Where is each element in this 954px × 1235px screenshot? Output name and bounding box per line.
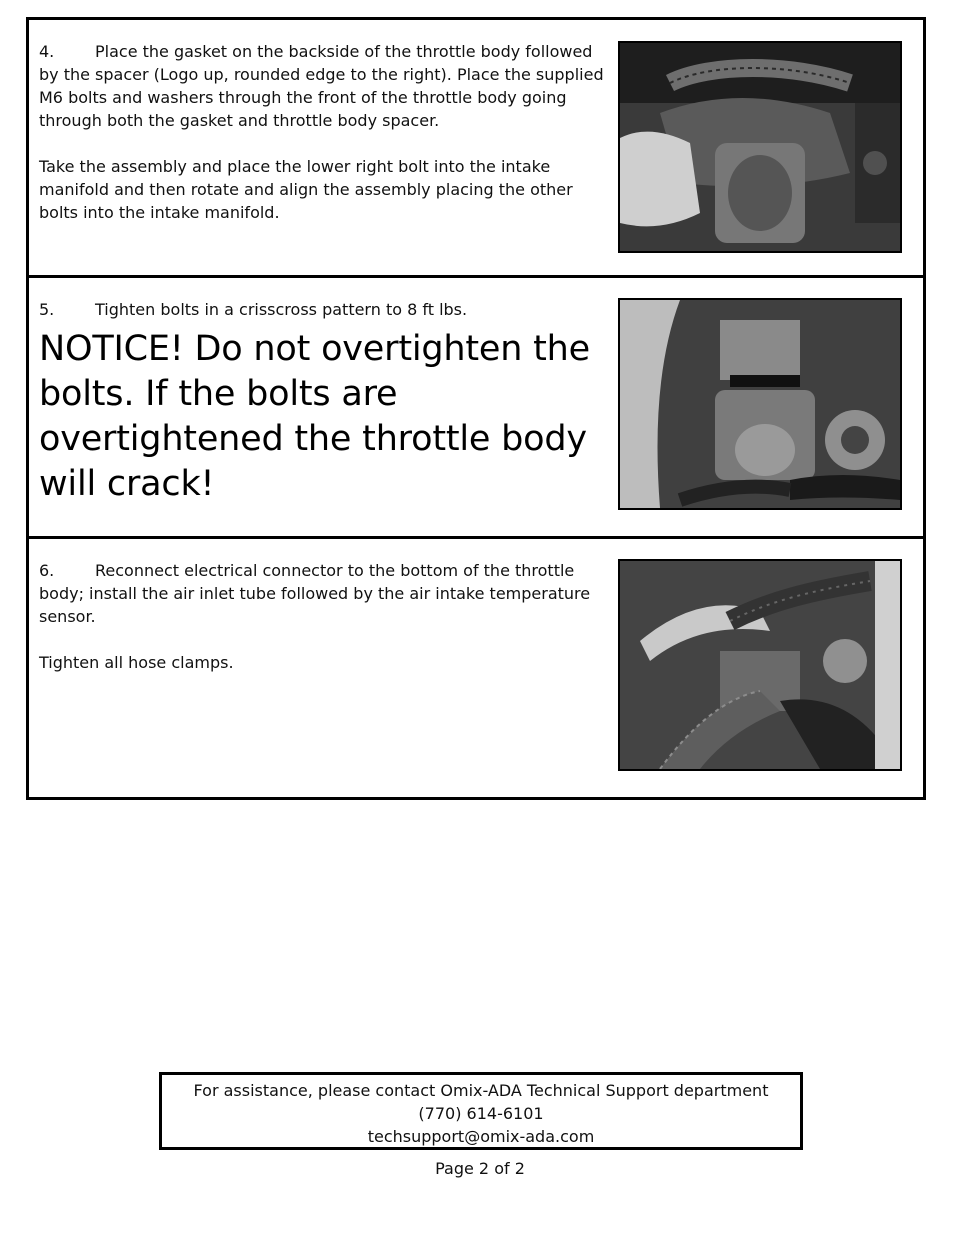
overtighten-notice: NOTICE! Do not overtighten the bolts. If the bolts are overtightened the throttle body will crack! (39, 329, 590, 504)
step-5 (29, 278, 923, 539)
step-6-paragraph-2: Tighten all hose clamps. (39, 653, 234, 672)
contact-line: For assistance, please contact Omix-ADA Technical Support department (193, 1081, 769, 1100)
step-4-paragraph-2: Take the assembly and place the lower right bolt into the intake manifold and then rotate and align the assembly placing the other bolts into the intake manifold. (39, 157, 573, 222)
engine-photo-image (620, 43, 900, 251)
tech-support-contact (159, 1072, 803, 1150)
step-4 (29, 20, 923, 278)
step-4-text (39, 40, 614, 224)
step-4-photo (618, 41, 902, 253)
step-number: 4. (39, 42, 55, 61)
step-5-photo (618, 298, 902, 510)
step-5-text (39, 298, 614, 507)
contact-email: techsupport@omix-ada.com (367, 1127, 595, 1146)
step-6-photo (618, 559, 902, 771)
step-6-text (39, 559, 614, 674)
contact-phone: (770) 614-6101 (418, 1104, 544, 1123)
page-number: Page 2 of 2 (435, 1159, 525, 1178)
step-5-paragraph-1: 5. Tighten bolts in a crisscross pattern to 8 ft lbs. (39, 300, 468, 319)
engine-photo-image (620, 561, 900, 769)
engine-photo-image (620, 300, 900, 508)
step-number: 5. (39, 300, 55, 319)
step-4-paragraph-1: 4. Place the gasket on the backside of the throttle body followed by the spacer (Logo up, rounded edge to the right). Place the supplied M6 bolts and washers through the front of the throttle body going through both the gasket and throttle body spacer. (39, 42, 604, 130)
step-6-paragraph-1: 6. Reconnect electrical connector to the bottom of the throttle body; install the air inlet tube followed by the air intake temperature sensor. (39, 561, 591, 626)
step-number: 6. (39, 561, 55, 580)
step-6 (29, 539, 923, 797)
instruction-steps (26, 17, 926, 800)
